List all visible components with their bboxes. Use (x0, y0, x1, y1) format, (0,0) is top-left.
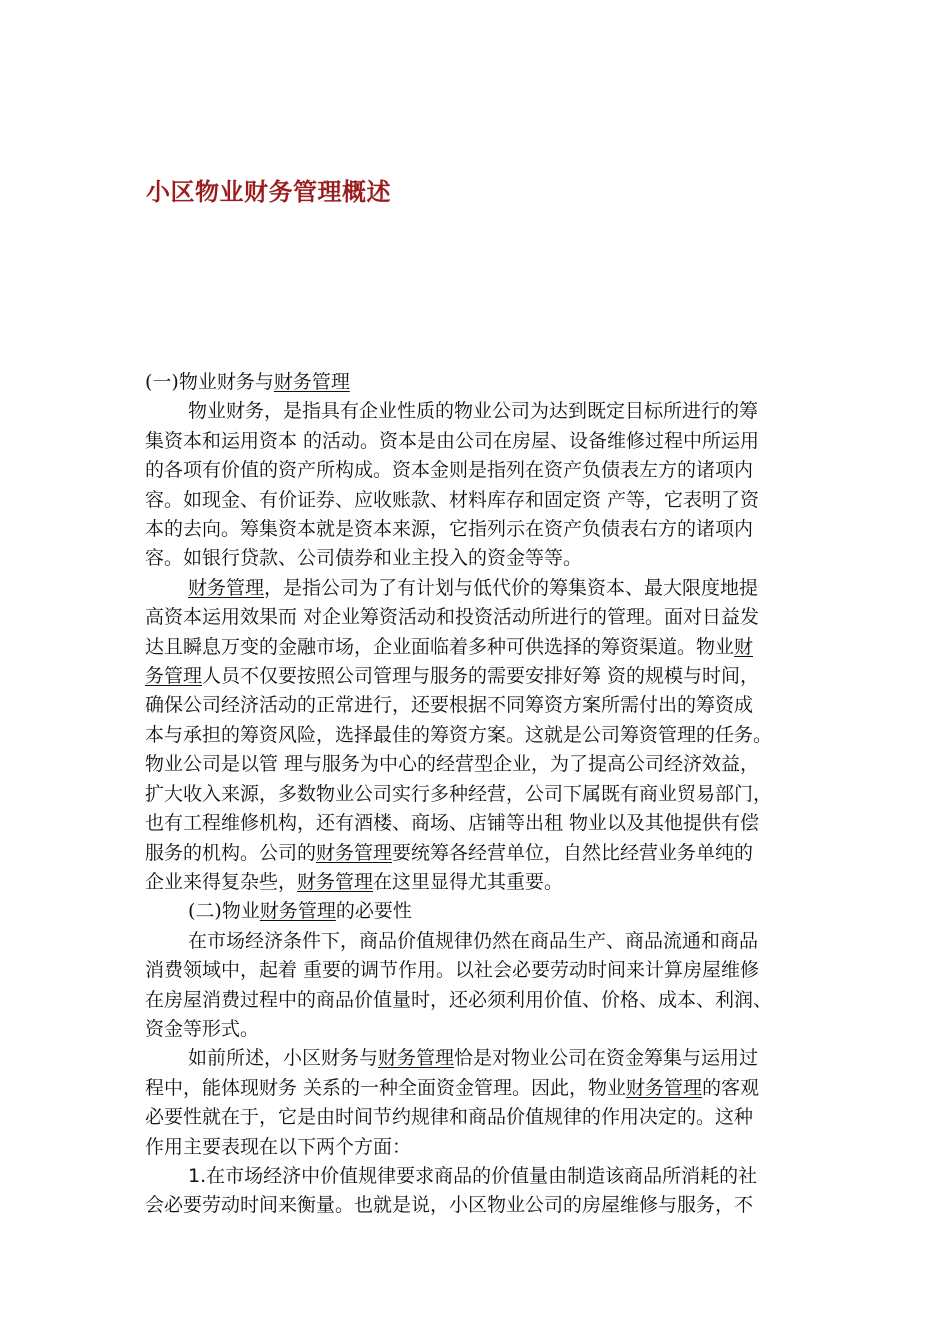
section-heading-1-text: (一)物业财务与 (145, 371, 274, 393)
paragraph-2-line: 扩大收入来源，多数物业公司实行多种经营，公司下属既有商业贸易部门， (145, 782, 773, 805)
section-heading-2 (145, 897, 871, 926)
paragraph-3-line: 消费领域中，起着 重要的调节作用。以社会必要劳动时间来计算房屋维修 (145, 959, 760, 982)
financial-management-link[interactable]: 财务管理 (626, 1076, 703, 1099)
paragraph-1-line: 集资本和运用资本 的活动。资本是由公司在房屋、设备维修过程中所运用 (145, 429, 760, 452)
financial-management-link[interactable]: 财务管理 (378, 1047, 455, 1070)
section-heading-1 (145, 368, 871, 397)
paragraph-2-line: 高资本运用效果而 对企业筹资活动和投资活动所进行的管理。面对日益发 (145, 606, 760, 629)
financial-management-link[interactable]: 财务管理 (297, 870, 374, 893)
paragraph-4 (145, 1044, 871, 1162)
paragraph-1-line: 容。如现金、有价证券、应收账款、材料库存和固定资 产等，它表明了资 (145, 488, 760, 511)
paragraph-3 (145, 927, 871, 1045)
paragraph-2-text: 达且瞬息万变的金融市场，企业面临着多种可供选择的筹资渠道。物业 (145, 635, 735, 658)
paragraph-1-line: 物业财务，是指具有企业性质的物业公司为达到既定目标所进行的筹 (188, 400, 759, 423)
financial-management-link[interactable]: 财务管理 (259, 900, 336, 923)
paragraph-3-line: 在市场经济条件下，商品价值规律仍然在商品生产、商品流通和商品 (188, 929, 759, 952)
paragraph-5-line: 会必要劳动时间来衡量。也就是说，小区物业公司的房屋维修与服务，不 (145, 1194, 754, 1217)
financial-management-link[interactable]: 财务管理 (188, 576, 265, 599)
paragraph-4-line: 必要性就在于，它是由时间节约规律和商品价值规律的作用决定的。这种 (145, 1106, 754, 1129)
paragraph-2-line: 本与承担的筹资风险，选择最佳的筹资方案。这就是公司筹资管理的任务。 (145, 723, 773, 746)
financial-management-link[interactable]: 财务管理 (273, 371, 350, 393)
financial-management-link[interactable]: 财 (734, 635, 754, 658)
financial-management-link[interactable]: 财务管理 (316, 841, 393, 864)
paragraph-4-text: 的客观 (702, 1076, 760, 1099)
paragraph-2-text: 企业来得复杂些， (145, 870, 298, 893)
paragraph-2-text: ，是指公司为了有计划与低代价的筹集资本、最大限度地提 (264, 576, 759, 599)
document-body (145, 368, 871, 1221)
paragraph-2-line: 物业公司是以管 理与服务为中心的经营型企业，为了提高公司经济效益， (145, 753, 760, 776)
paragraph-5 (145, 1162, 871, 1221)
paragraph-2-text: 在这里显得尤其重要。 (373, 870, 564, 893)
paragraph-2 (145, 574, 871, 897)
paragraph-4-line: 作用主要表现在以下两个方面： (145, 1135, 412, 1158)
paragraph-1-line: 的各项有价值的资产所构成。资本金则是指列在资产负债表左方的诸项内 (145, 459, 754, 482)
paragraph-3-line: 在房屋消费过程中的商品价值量时，还必须利用价值、价格、成本、利润、 (145, 988, 773, 1011)
document-title: 小区物业财务管理概述 (146, 177, 391, 206)
paragraph-2-text: 服务的机构。公司的 (145, 841, 317, 864)
paragraph-4-text: 恰是对物业公司在资金筹集与运用过 (454, 1047, 759, 1070)
paragraph-1 (145, 397, 871, 573)
paragraph-4-text: 程中，能体现财务 关系的一种全面资金管理。因此，物业 (145, 1076, 627, 1099)
financial-management-link[interactable]: 务管理 (145, 665, 203, 688)
paragraph-2-line: 确保公司经济活动的正常进行，还要根据不同筹资方案所需付出的筹资成 (145, 694, 754, 717)
section-heading-2-text: (二)物业 (188, 900, 260, 923)
paragraph-5-text: 在市场经济中价值规律要求商品的价值量由制造该商品所消耗的社 (206, 1164, 758, 1187)
paragraph-2-line: 也有工程维修机构，还有酒楼、商场、店铺等出租 物业以及其他提供有偿 (145, 812, 760, 835)
paragraph-3-line: 资金等形式。 (145, 1017, 260, 1040)
paragraph-2-text: 要统筹各经营单位，自然比经营业务单纯的 (392, 841, 754, 864)
paragraph-1-line: 容。如银行贷款、公司债券和业主投入的资金等等。 (145, 547, 583, 570)
section-heading-2-text: 的必要性 (335, 900, 412, 923)
paragraph-4-text: 如前所述，小区财务与 (188, 1047, 379, 1070)
paragraph-2-text: 人员不仅要按照公司管理与服务的需要安排好筹 资的规模与时间， (202, 665, 760, 688)
list-number: 1. (188, 1164, 207, 1187)
paragraph-1-line: 本的去向。筹集资本就是资本来源，它指列示在资产负债表右方的诸项内 (145, 518, 754, 541)
